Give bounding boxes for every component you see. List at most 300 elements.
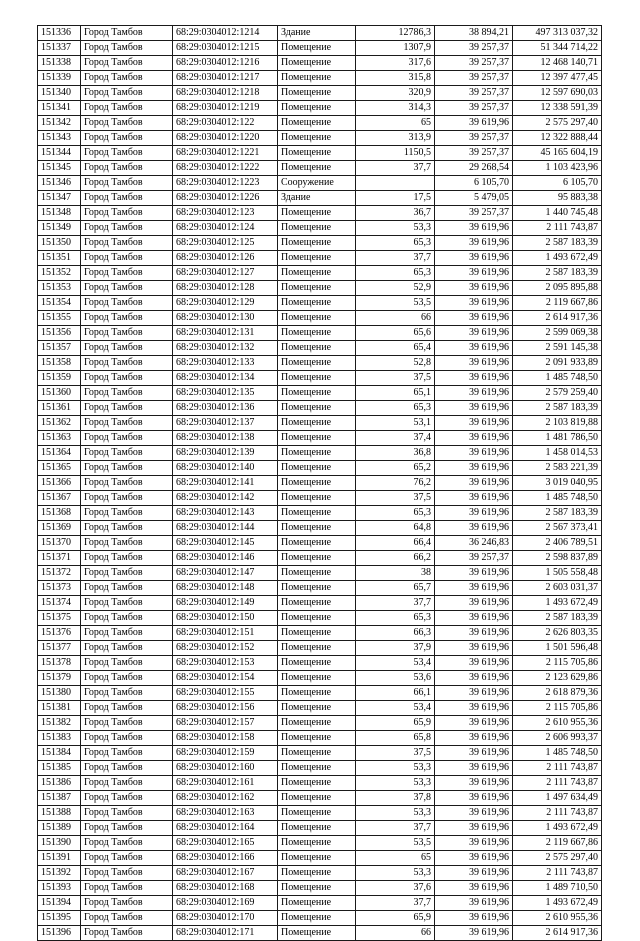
cell-record-number: 151344 <box>38 146 81 161</box>
cadastral-valuation-table <box>37 25 602 941</box>
cell-area: 52,9 <box>356 281 435 296</box>
cell-cadastral-value: 2 587 183,39 <box>513 401 602 416</box>
cell-object-type: Помещение <box>278 671 356 686</box>
cell-area: 65 <box>356 116 435 131</box>
cell-unit-value: 6 105,70 <box>435 176 513 191</box>
cell-area: 36,7 <box>356 206 435 221</box>
cell-area: 1307,9 <box>356 41 435 56</box>
table-row <box>38 626 602 641</box>
cell-city: Город Тамбов <box>81 101 173 116</box>
cell-cadastral-value: 1 497 634,49 <box>513 791 602 806</box>
cell-object-type: Помещение <box>278 821 356 836</box>
cell-record-number: 151345 <box>38 161 81 176</box>
table-row <box>38 581 602 596</box>
cell-object-type: Помещение <box>278 791 356 806</box>
cell-unit-value: 39 619,96 <box>435 716 513 731</box>
table-row <box>38 491 602 506</box>
cell-object-type: Помещение <box>278 461 356 476</box>
cell-area: 65,8 <box>356 731 435 746</box>
cell-cadastral-value: 2 598 837,89 <box>513 551 602 566</box>
table-row <box>38 341 602 356</box>
cell-city: Город Тамбов <box>81 326 173 341</box>
cell-cadastral-number: 68:29:0304012:1218 <box>173 86 278 101</box>
cell-cadastral-number: 68:29:0304012:144 <box>173 521 278 536</box>
cell-cadastral-number: 68:29:0304012:133 <box>173 356 278 371</box>
cell-cadastral-value: 1 493 672,49 <box>513 896 602 911</box>
cell-city: Город Тамбов <box>81 386 173 401</box>
cell-cadastral-number: 68:29:0304012:167 <box>173 866 278 881</box>
cell-cadastral-value: 2 587 183,39 <box>513 266 602 281</box>
cell-record-number: 151380 <box>38 686 81 701</box>
table-row <box>38 296 602 311</box>
cell-city: Город Тамбов <box>81 236 173 251</box>
cell-city: Город Тамбов <box>81 926 173 941</box>
cell-record-number: 151378 <box>38 656 81 671</box>
cell-area: 37,7 <box>356 821 435 836</box>
cell-cadastral-number: 68:29:0304012:130 <box>173 311 278 326</box>
cell-record-number: 151354 <box>38 296 81 311</box>
cell-object-type: Помещение <box>278 341 356 356</box>
cell-area <box>356 176 435 191</box>
cell-cadastral-value: 2 095 895,88 <box>513 281 602 296</box>
table-row <box>38 416 602 431</box>
cell-cadastral-value: 2 587 183,39 <box>513 506 602 521</box>
table-row <box>38 716 602 731</box>
cell-record-number: 151379 <box>38 671 81 686</box>
cell-object-type: Помещение <box>278 236 356 251</box>
cell-cadastral-number: 68:29:0304012:129 <box>173 296 278 311</box>
cell-cadastral-number: 68:29:0304012:142 <box>173 491 278 506</box>
cell-cadastral-number: 68:29:0304012:159 <box>173 746 278 761</box>
cell-cadastral-value: 2 610 955,36 <box>513 911 602 926</box>
cell-record-number: 151367 <box>38 491 81 506</box>
cell-city: Город Тамбов <box>81 176 173 191</box>
cell-object-type: Помещение <box>278 56 356 71</box>
cell-object-type: Помещение <box>278 131 356 146</box>
cell-area: 38 <box>356 566 435 581</box>
cell-area: 65,3 <box>356 236 435 251</box>
cell-cadastral-number: 68:29:0304012:1215 <box>173 41 278 56</box>
table-row <box>38 311 602 326</box>
cell-record-number: 151338 <box>38 56 81 71</box>
cell-record-number: 151352 <box>38 266 81 281</box>
cell-cadastral-number: 68:29:0304012:1222 <box>173 161 278 176</box>
cell-cadastral-value: 2 091 933,89 <box>513 356 602 371</box>
cell-object-type: Помещение <box>278 266 356 281</box>
cell-cadastral-number: 68:29:0304012:157 <box>173 716 278 731</box>
cell-cadastral-number: 68:29:0304012:164 <box>173 821 278 836</box>
cell-object-type: Помещение <box>278 866 356 881</box>
table-row <box>38 116 602 131</box>
cell-cadastral-number: 68:29:0304012:146 <box>173 551 278 566</box>
cell-record-number: 151360 <box>38 386 81 401</box>
cell-cadastral-number: 68:29:0304012:150 <box>173 611 278 626</box>
cell-record-number: 151353 <box>38 281 81 296</box>
cell-area: 313,9 <box>356 131 435 146</box>
cell-record-number: 151339 <box>38 71 81 86</box>
cell-unit-value: 39 619,96 <box>435 701 513 716</box>
cell-city: Город Тамбов <box>81 536 173 551</box>
cell-cadastral-value: 12 397 477,45 <box>513 71 602 86</box>
cell-cadastral-value: 51 344 714,22 <box>513 41 602 56</box>
cell-area: 53,3 <box>356 761 435 776</box>
cell-object-type: Помещение <box>278 596 356 611</box>
cell-object-type: Помещение <box>278 296 356 311</box>
cell-city: Город Тамбов <box>81 56 173 71</box>
cell-cadastral-number: 68:29:0304012:162 <box>173 791 278 806</box>
table-row <box>38 371 602 386</box>
cell-object-type: Помещение <box>278 326 356 341</box>
cell-record-number: 151386 <box>38 776 81 791</box>
cell-area: 37,5 <box>356 371 435 386</box>
table-row <box>38 281 602 296</box>
cell-city: Город Тамбов <box>81 581 173 596</box>
cell-area: 53,3 <box>356 221 435 236</box>
table-row <box>38 821 602 836</box>
cell-record-number: 151351 <box>38 251 81 266</box>
cell-area: 37,9 <box>356 641 435 656</box>
table-row <box>38 56 602 71</box>
cell-record-number: 151366 <box>38 476 81 491</box>
cell-area: 37,7 <box>356 161 435 176</box>
cell-record-number: 151395 <box>38 911 81 926</box>
cell-area: 37,8 <box>356 791 435 806</box>
cell-cadastral-value: 2 111 743,87 <box>513 761 602 776</box>
cell-area: 65 <box>356 851 435 866</box>
cell-cadastral-value: 1 440 745,48 <box>513 206 602 221</box>
cell-object-type: Помещение <box>278 146 356 161</box>
cell-area: 65,6 <box>356 326 435 341</box>
cell-cadastral-number: 68:29:0304012:132 <box>173 341 278 356</box>
cell-cadastral-number: 68:29:0304012:1221 <box>173 146 278 161</box>
cell-city: Город Тамбов <box>81 491 173 506</box>
cell-city: Город Тамбов <box>81 146 173 161</box>
cell-record-number: 151368 <box>38 506 81 521</box>
cell-object-type: Помещение <box>278 776 356 791</box>
cell-cadastral-value: 2 111 743,87 <box>513 221 602 236</box>
cell-object-type: Помещение <box>278 446 356 461</box>
cell-area: 12786,3 <box>356 26 435 41</box>
cell-city: Город Тамбов <box>81 161 173 176</box>
cell-object-type: Помещение <box>278 86 356 101</box>
cell-city: Город Тамбов <box>81 206 173 221</box>
cell-cadastral-value: 1 485 748,50 <box>513 746 602 761</box>
cell-unit-value: 39 619,96 <box>435 896 513 911</box>
cell-cadastral-value: 1 103 423,96 <box>513 161 602 176</box>
cell-cadastral-value: 12 322 888,44 <box>513 131 602 146</box>
cell-record-number: 151383 <box>38 731 81 746</box>
cell-area: 53,3 <box>356 866 435 881</box>
cell-city: Город Тамбов <box>81 251 173 266</box>
cell-cadastral-value: 2 599 069,38 <box>513 326 602 341</box>
table-row <box>38 86 602 101</box>
table-row <box>38 776 602 791</box>
cell-cadastral-value: 2 115 705,86 <box>513 656 602 671</box>
cell-object-type: Помещение <box>278 806 356 821</box>
cell-record-number: 151373 <box>38 581 81 596</box>
cell-city: Город Тамбов <box>81 686 173 701</box>
cell-record-number: 151391 <box>38 851 81 866</box>
table-row <box>38 71 602 86</box>
cell-cadastral-number: 68:29:0304012:166 <box>173 851 278 866</box>
cell-cadastral-value: 2 111 743,87 <box>513 866 602 881</box>
cell-object-type: Помещение <box>278 371 356 386</box>
cell-city: Город Тамбов <box>81 626 173 641</box>
cell-record-number: 151387 <box>38 791 81 806</box>
cell-city: Город Тамбов <box>81 881 173 896</box>
cell-unit-value: 39 619,96 <box>435 326 513 341</box>
cell-city: Город Тамбов <box>81 656 173 671</box>
table-row <box>38 191 602 206</box>
cell-city: Город Тамбов <box>81 341 173 356</box>
cell-cadastral-number: 68:29:0304012:149 <box>173 596 278 611</box>
cell-cadastral-value: 1 485 748,50 <box>513 491 602 506</box>
cell-object-type: Помещение <box>278 746 356 761</box>
cell-cadastral-number: 68:29:0304012:148 <box>173 581 278 596</box>
table-row <box>38 911 602 926</box>
cell-cadastral-value: 1 485 748,50 <box>513 371 602 386</box>
cell-area: 17,5 <box>356 191 435 206</box>
cell-unit-value: 39 619,96 <box>435 521 513 536</box>
cell-cadastral-value: 2 103 819,88 <box>513 416 602 431</box>
cell-cadastral-value: 2 123 629,86 <box>513 671 602 686</box>
cell-record-number: 151385 <box>38 761 81 776</box>
cell-area: 315,8 <box>356 71 435 86</box>
cell-area: 76,2 <box>356 476 435 491</box>
cell-unit-value: 39 619,96 <box>435 911 513 926</box>
cell-cadastral-value: 2 614 917,36 <box>513 311 602 326</box>
cell-city: Город Тамбов <box>81 356 173 371</box>
cell-cadastral-value: 2 111 743,87 <box>513 806 602 821</box>
cell-cadastral-value: 1 493 672,49 <box>513 821 602 836</box>
cell-cadastral-value: 2 587 183,39 <box>513 236 602 251</box>
table-row <box>38 536 602 551</box>
cell-cadastral-number: 68:29:0304012:136 <box>173 401 278 416</box>
cell-city: Город Тамбов <box>81 716 173 731</box>
table-row <box>38 476 602 491</box>
cell-cadastral-number: 68:29:0304012:125 <box>173 236 278 251</box>
cell-area: 66,4 <box>356 536 435 551</box>
cell-object-type: Помещение <box>278 641 356 656</box>
cell-record-number: 151342 <box>38 116 81 131</box>
cell-unit-value: 39 257,37 <box>435 146 513 161</box>
cell-cadastral-value: 2 119 667,86 <box>513 836 602 851</box>
cell-unit-value: 39 619,96 <box>435 761 513 776</box>
cell-city: Город Тамбов <box>81 461 173 476</box>
cell-record-number: 151388 <box>38 806 81 821</box>
cell-city: Город Тамбов <box>81 761 173 776</box>
cell-record-number: 151365 <box>38 461 81 476</box>
table-row <box>38 926 602 941</box>
cell-cadastral-number: 68:29:0304012:135 <box>173 386 278 401</box>
cell-city: Город Тамбов <box>81 701 173 716</box>
cell-city: Город Тамбов <box>81 86 173 101</box>
cell-city: Город Тамбов <box>81 911 173 926</box>
cell-object-type: Помещение <box>278 491 356 506</box>
cell-area: 65,3 <box>356 506 435 521</box>
cell-record-number: 151363 <box>38 431 81 446</box>
cell-record-number: 151372 <box>38 566 81 581</box>
cell-cadastral-number: 68:29:0304012:170 <box>173 911 278 926</box>
cell-unit-value: 39 619,96 <box>435 296 513 311</box>
cell-area: 64,8 <box>356 521 435 536</box>
table-row <box>38 881 602 896</box>
table-row <box>38 176 602 191</box>
cell-cadastral-number: 68:29:0304012:153 <box>173 656 278 671</box>
cell-record-number: 151359 <box>38 371 81 386</box>
cell-area: 37,6 <box>356 881 435 896</box>
table-row <box>38 521 602 536</box>
cell-area: 65,7 <box>356 581 435 596</box>
cell-city: Город Тамбов <box>81 671 173 686</box>
cell-object-type: Помещение <box>278 686 356 701</box>
cell-record-number: 151346 <box>38 176 81 191</box>
cell-record-number: 151390 <box>38 836 81 851</box>
cell-city: Город Тамбов <box>81 806 173 821</box>
cell-object-type: Помещение <box>278 896 356 911</box>
cell-record-number: 151340 <box>38 86 81 101</box>
table-row <box>38 866 602 881</box>
cell-cadastral-value: 1 489 710,50 <box>513 881 602 896</box>
cell-object-type: Помещение <box>278 416 356 431</box>
cell-unit-value: 39 619,96 <box>435 371 513 386</box>
cell-cadastral-number: 68:29:0304012:124 <box>173 221 278 236</box>
cell-cadastral-value: 1 505 558,48 <box>513 566 602 581</box>
cell-city: Город Тамбов <box>81 641 173 656</box>
cell-unit-value: 39 619,96 <box>435 356 513 371</box>
cell-area: 65,1 <box>356 386 435 401</box>
table-row <box>38 461 602 476</box>
cell-unit-value: 39 619,96 <box>435 656 513 671</box>
cell-area: 37,4 <box>356 431 435 446</box>
cell-cadastral-number: 68:29:0304012:1214 <box>173 26 278 41</box>
cell-object-type: Помещение <box>278 836 356 851</box>
cell-object-type: Помещение <box>278 311 356 326</box>
cell-area: 65,3 <box>356 266 435 281</box>
cell-unit-value: 39 619,96 <box>435 596 513 611</box>
cell-city: Город Тамбов <box>81 566 173 581</box>
cell-cadastral-number: 68:29:0304012:1217 <box>173 71 278 86</box>
cell-record-number: 151349 <box>38 221 81 236</box>
table-row <box>38 266 602 281</box>
cell-object-type: Помещение <box>278 506 356 521</box>
cell-city: Город Тамбов <box>81 416 173 431</box>
cell-unit-value: 39 619,96 <box>435 311 513 326</box>
cell-cadastral-value: 12 468 140,71 <box>513 56 602 71</box>
table-row <box>38 686 602 701</box>
cell-record-number: 151393 <box>38 881 81 896</box>
cell-city: Город Тамбов <box>81 836 173 851</box>
cell-object-type: Помещение <box>278 701 356 716</box>
table-row <box>38 401 602 416</box>
cell-cadastral-number: 68:29:0304012:1223 <box>173 176 278 191</box>
cell-area: 53,5 <box>356 836 435 851</box>
cell-unit-value: 39 619,96 <box>435 491 513 506</box>
cell-cadastral-value: 2 603 031,37 <box>513 581 602 596</box>
cell-record-number: 151337 <box>38 41 81 56</box>
cell-cadastral-value: 2 406 789,51 <box>513 536 602 551</box>
cell-object-type: Помещение <box>278 581 356 596</box>
cell-object-type: Помещение <box>278 221 356 236</box>
cell-cadastral-number: 68:29:0304012:168 <box>173 881 278 896</box>
cell-city: Город Тамбов <box>81 506 173 521</box>
cell-unit-value: 39 619,96 <box>435 116 513 131</box>
cell-area: 53,4 <box>356 656 435 671</box>
cell-record-number: 151392 <box>38 866 81 881</box>
cell-area: 65,2 <box>356 461 435 476</box>
table-row <box>38 731 602 746</box>
table-row <box>38 761 602 776</box>
cell-cadastral-number: 68:29:0304012:154 <box>173 671 278 686</box>
cell-area: 53,6 <box>356 671 435 686</box>
table-row <box>38 791 602 806</box>
cell-cadastral-value: 2 618 879,36 <box>513 686 602 701</box>
table-row <box>38 896 602 911</box>
cell-city: Город Тамбов <box>81 746 173 761</box>
cell-object-type: Помещение <box>278 401 356 416</box>
cell-city: Город Тамбов <box>81 776 173 791</box>
cell-cadastral-value: 3 019 040,95 <box>513 476 602 491</box>
cell-cadastral-value: 1 501 596,48 <box>513 641 602 656</box>
cell-city: Город Тамбов <box>81 866 173 881</box>
cell-city: Город Тамбов <box>81 821 173 836</box>
cell-cadastral-number: 68:29:0304012:161 <box>173 776 278 791</box>
cell-unit-value: 39 619,96 <box>435 671 513 686</box>
cell-unit-value: 39 619,96 <box>435 401 513 416</box>
cell-object-type: Помещение <box>278 626 356 641</box>
cell-record-number: 151357 <box>38 341 81 356</box>
cell-unit-value: 39 619,96 <box>435 611 513 626</box>
cell-city: Город Тамбов <box>81 266 173 281</box>
cell-object-type: Помещение <box>278 926 356 941</box>
table-row <box>38 431 602 446</box>
cell-area: 37,5 <box>356 491 435 506</box>
table-row <box>38 41 602 56</box>
cell-cadastral-value: 1 493 672,49 <box>513 596 602 611</box>
table-row <box>38 251 602 266</box>
table-row <box>38 221 602 236</box>
cell-city: Город Тамбов <box>81 611 173 626</box>
cell-cadastral-number: 68:29:0304012:137 <box>173 416 278 431</box>
cell-cadastral-value: 2 583 221,39 <box>513 461 602 476</box>
table-row <box>38 26 602 41</box>
cell-object-type: Помещение <box>278 566 356 581</box>
table-row <box>38 101 602 116</box>
cell-unit-value: 39 257,37 <box>435 56 513 71</box>
cell-area: 37,5 <box>356 746 435 761</box>
cell-cadastral-number: 68:29:0304012:131 <box>173 326 278 341</box>
cell-object-type: Помещение <box>278 761 356 776</box>
cell-area: 36,8 <box>356 446 435 461</box>
cell-record-number: 151336 <box>38 26 81 41</box>
cell-record-number: 151347 <box>38 191 81 206</box>
cell-unit-value: 39 257,37 <box>435 206 513 221</box>
cell-object-type: Помещение <box>278 386 356 401</box>
cell-unit-value: 39 619,96 <box>435 221 513 236</box>
cell-record-number: 151350 <box>38 236 81 251</box>
cell-city: Город Тамбов <box>81 851 173 866</box>
table-row <box>38 161 602 176</box>
cell-record-number: 151370 <box>38 536 81 551</box>
cell-object-type: Помещение <box>278 551 356 566</box>
cell-unit-value: 39 619,96 <box>435 416 513 431</box>
cell-unit-value: 29 268,54 <box>435 161 513 176</box>
cell-area: 37,7 <box>356 251 435 266</box>
cell-cadastral-number: 68:29:0304012:1219 <box>173 101 278 116</box>
cell-object-type: Помещение <box>278 116 356 131</box>
cell-object-type: Помещение <box>278 41 356 56</box>
cell-cadastral-number: 68:29:0304012:158 <box>173 731 278 746</box>
